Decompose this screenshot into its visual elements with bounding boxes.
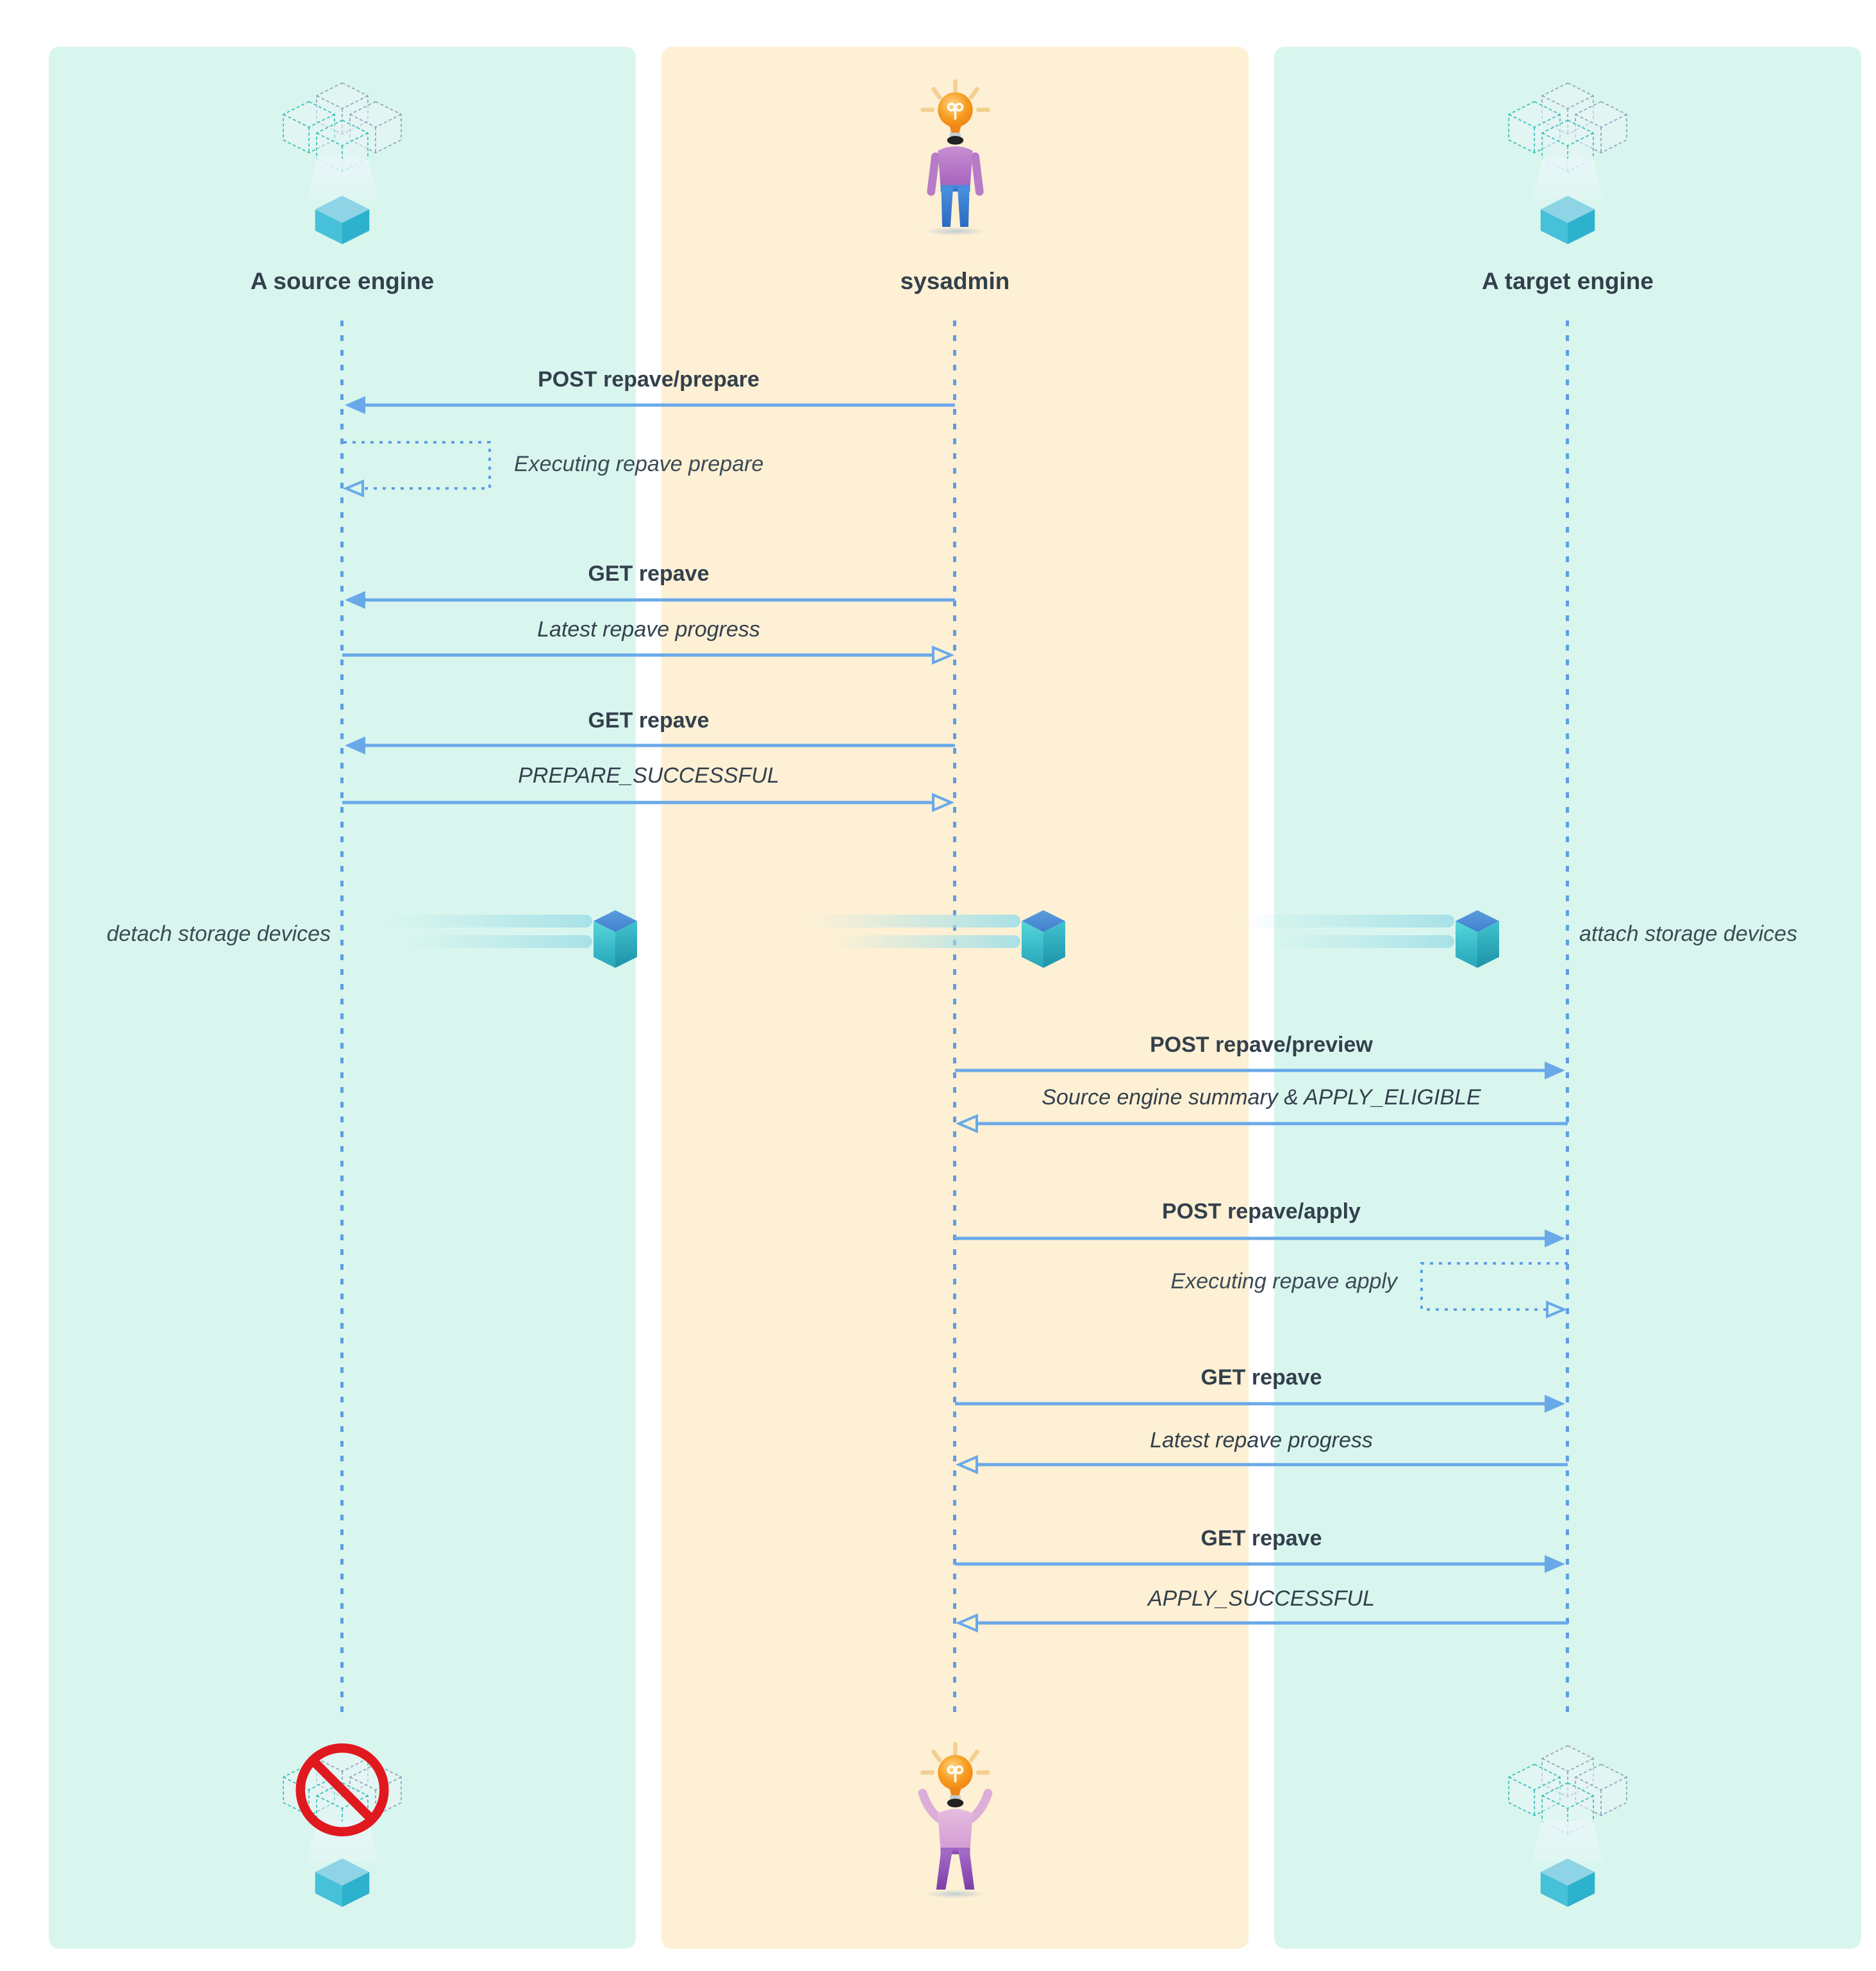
message-label: Latest repave progress — [537, 617, 760, 642]
storage-cube-icon — [1238, 895, 1513, 982]
message-arrow-right-open — [342, 791, 955, 814]
source-engine-icon — [269, 76, 416, 246]
target-engine-icon — [1494, 76, 1641, 246]
lifeline-target — [1566, 320, 1569, 1718]
message-arrow-left — [342, 588, 955, 611]
message-arrow-left — [342, 394, 955, 417]
storage-cube-icon — [376, 895, 651, 982]
annotation-detach: detach storage devices — [106, 922, 331, 946]
message-label: APPLY_SUCCESSFUL — [1147, 1586, 1375, 1611]
lifeline-sysadmin — [953, 320, 956, 1718]
message-label: POST repave/prepare — [538, 367, 760, 392]
self-loop-source — [342, 441, 502, 497]
annotation-attach: attach storage devices — [1579, 922, 1798, 946]
message-label: Source engine summary & APPLY_ELIGIBLE — [1042, 1085, 1481, 1110]
self-loop-label: Executing repave prepare — [514, 452, 764, 476]
source-engine-decommissioned-icon — [269, 1738, 416, 1909]
storage-cube-icon — [804, 895, 1079, 982]
actor-label-sysadmin: sysadmin — [900, 268, 1010, 294]
message-arrow-right — [955, 1392, 1568, 1415]
self-loop-label: Executing repave apply — [1170, 1269, 1397, 1293]
lifeline-source — [340, 320, 344, 1718]
target-engine-icon-bottom — [1494, 1738, 1641, 1909]
message-label: PREPARE_SUCCESSFUL — [518, 763, 779, 788]
message-arrow-left-open — [955, 1112, 1568, 1135]
message-label: Latest repave progress — [1150, 1428, 1373, 1452]
message-label: GET repave — [1200, 1526, 1322, 1551]
message-arrow-left-open — [955, 1611, 1568, 1634]
message-arrow-right — [955, 1059, 1568, 1082]
message-label: GET repave — [1200, 1365, 1322, 1390]
message-label: POST repave/apply — [1162, 1199, 1361, 1224]
actor-label-source: A source engine — [250, 268, 435, 294]
message-label: POST repave/preview — [1150, 1033, 1373, 1057]
sysadmin-celebrating-icon — [895, 1741, 1015, 1904]
message-label: GET repave — [588, 561, 710, 586]
message-arrow-right-open — [342, 644, 955, 667]
sysadmin-icon — [895, 78, 1015, 242]
message-label: GET repave — [588, 708, 710, 733]
actor-label-target: A target engine — [1482, 268, 1654, 294]
message-arrow-right — [955, 1552, 1568, 1576]
message-arrow-right — [955, 1227, 1568, 1250]
message-arrow-left-open — [955, 1453, 1568, 1476]
self-loop-target — [1407, 1262, 1570, 1318]
message-arrow-left — [342, 734, 955, 757]
